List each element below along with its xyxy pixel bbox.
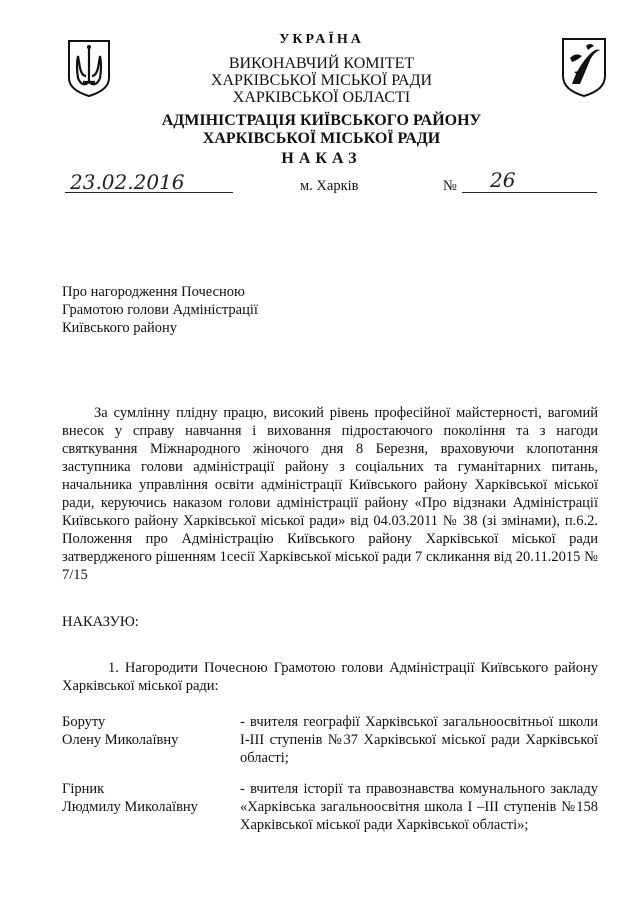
subject-line-3: Київського району: [62, 320, 177, 336]
number-label: №: [443, 178, 457, 194]
administration-line-1: АДМІНІСТРАЦІЯ КИЇВСЬКОГО РАЙОНУ: [161, 112, 482, 129]
committee-line-1: ВИКОНАВЧИЙ КОМІТЕТ: [228, 55, 415, 72]
order-item-1: 1. Нагородити Почесною Грамотою голови Адміністрації Київського району Харківської міської ради:: [62, 660, 598, 694]
date-underline: [65, 192, 233, 193]
administration-line-2: ХАРКІВСЬКОЇ МІСЬКОЇ РАДИ: [202, 130, 441, 147]
order-word: НАКАЗУЮ:: [62, 614, 139, 630]
preamble-paragraph: За сумлінну плідну працю, високий рівень професійної майстерності, вагомий внесок у справу навчання і виховання підростаючого покоління та з нагоди святкування Міжнародного жіночого дня 8 Березня, враховуючи клопотання заступника голови адміністрації району з соціальних та гуманітарних питань, начальника управління освіти адміністрації Київського району Харківської міської ради, керуючись наказом голови адміністрації району «Про відзнаки Адміністрації Київського району Харківської міської ради» від 04.03.2011 № 38 (зі змінами), п.6.2. Положення про Адміністрацію Київського району Харківської міської ради затвердженого рішенням 1сесії Харківської міської ради 7 скликання від 20.11.2015 № 7/15: [62, 405, 598, 583]
awardee-1-surname: Боруту: [62, 714, 106, 730]
number-underline: [462, 192, 597, 193]
committee-line-3: ХАРКІВСЬКОЇ ОБЛАСТІ: [232, 89, 411, 106]
awardee-1-name: [62, 713, 232, 749]
city-label: м. Харків: [300, 178, 359, 194]
awardee-2-surname: Гірник: [62, 781, 105, 797]
subject-line-2: Грамотою голови Адміністрації: [62, 302, 258, 318]
handwritten-date: 23.02.2016: [70, 170, 185, 194]
awardee-2-description: - вчителя історії та правознавства комунального закладу «Харківська загальноосвітня школа І –ІІІ ступенів №158 Харківської міської ради Харківської області»;: [240, 781, 598, 833]
country-title: УКРАЇНА: [279, 32, 364, 47]
awardee-1-description: - вчителя географії Харківської загальноосвітньої школи І-ІІІ ступенів №37 Харківської міської ради Харківської області;: [240, 714, 598, 766]
awardee-2-given-names: Людмилу Миколаївну: [62, 799, 198, 815]
awardee-2-name: [62, 780, 232, 816]
subject-line-1: Про нагородження Почесною: [62, 284, 245, 300]
document-type: НАКАЗ: [281, 150, 362, 167]
committee-line-2: ХАРКІВСЬКОЇ МІСЬКОЇ РАДИ: [210, 72, 433, 89]
handwritten-number: 26: [490, 168, 516, 192]
subject: [62, 283, 302, 337]
awardee-1-given-names: Олену Миколаївну: [62, 732, 179, 748]
